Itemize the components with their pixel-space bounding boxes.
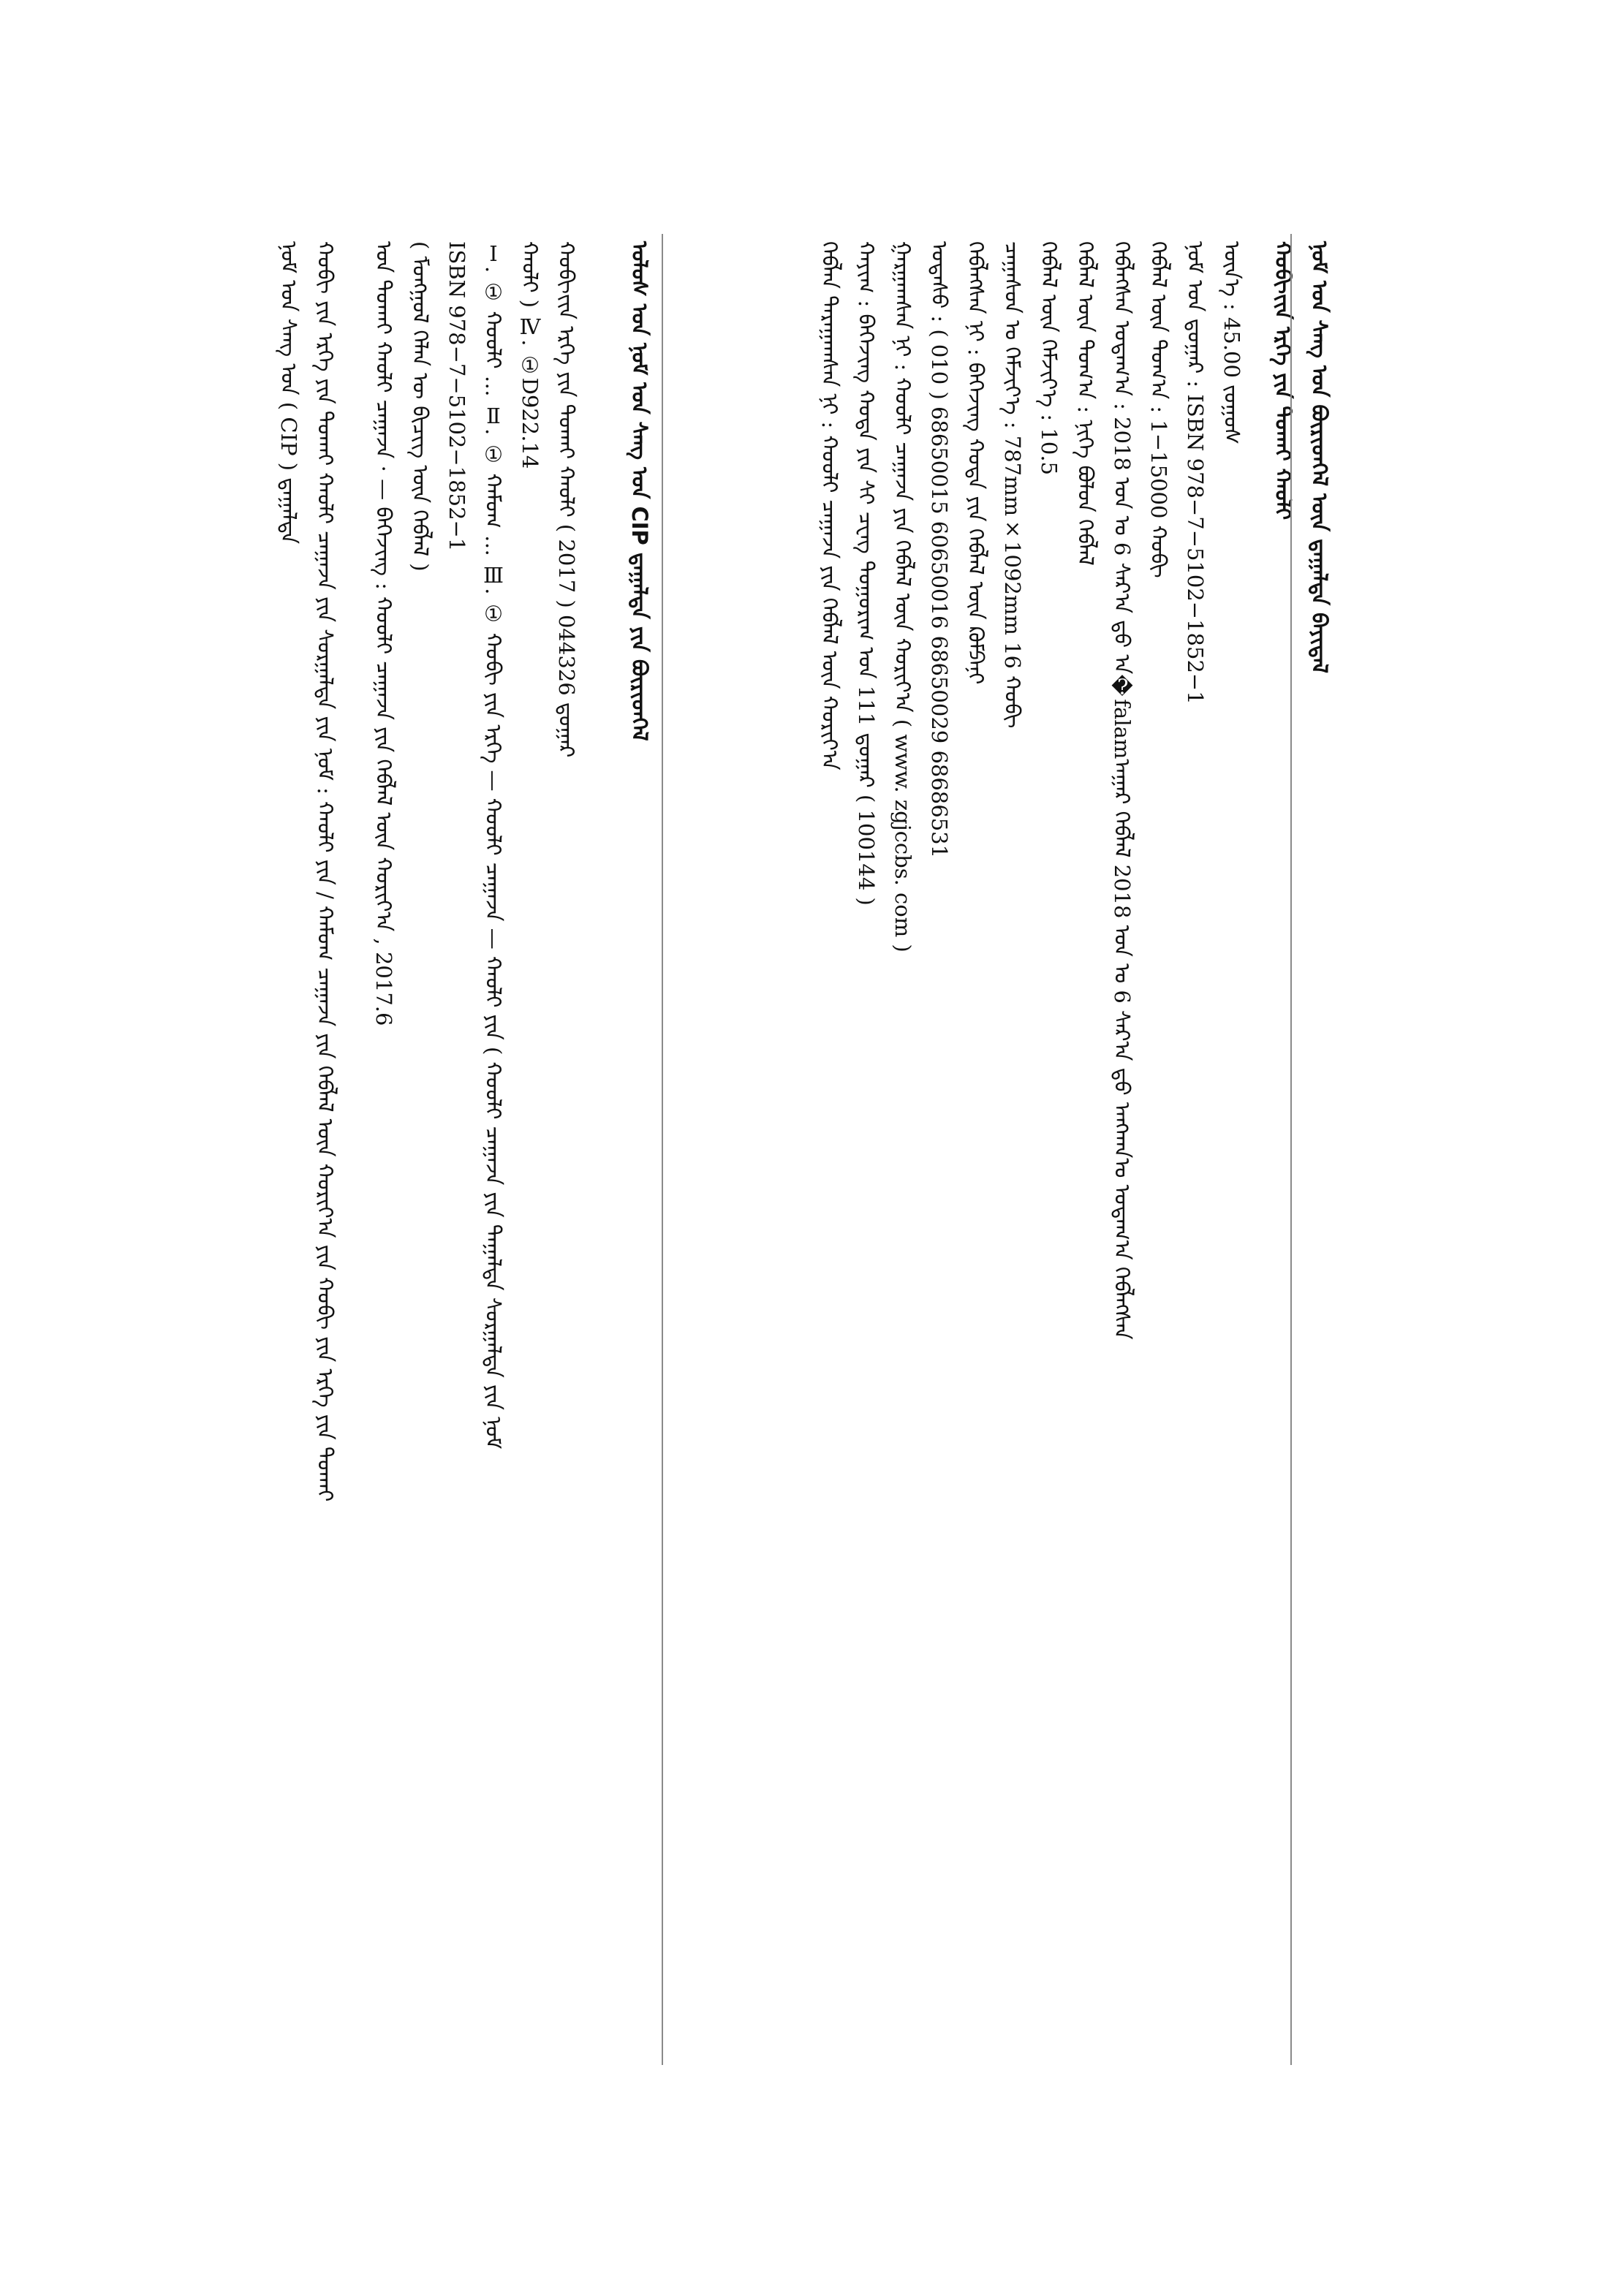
cip-heading-line: ᠤᠯᠤᠰ ᠤᠨ ᠨᠣᠮ ᠤᠨ ᠰᠠᠩ ᠤᠨ CIP ᠳ᠋ᠠᠭᠠᠯᠲᠠ ᠶᠢᠨ ᠪᠦᠷᠢᠳᠬᠡᠯ [627,241,652,741]
price-col [1214,241,1250,444]
phone-line: ᠤᠲᠠᠰᠤ : ( 010 ) 68650015 60650016 68650029 68686531 [927,241,952,859]
language-note-col [402,241,439,572]
printer-line: ᠬᠡᠪᠯᠡᠭᠰᠡᠨ ᠨᠢ : ᠪᠡᠭᠡᠵᠢᠩ ᠬᠣᠲᠠ ᠶᠢᠨ ᠬᠡᠪᠯᠡᠯ ᠦᠨ ᠺᠣᠮᠫᠠᠨᠢ [964,241,988,685]
cip-number-line: ᠬᠤᠪᠢ᠎ᠶ᠋ᠢᠨ ᠡᠷᠬᠡ ᠶᠢᠨ ᠲᠤᠬᠠᠢ ᠬᠠᠤᠯᠢ ( 2017 ) 044326 ᠳ᠋ᠤᠭᠠᠷ [554,241,579,758]
subject-line: Ⅰ. ① ᠬᠤᠤᠯᠢ … Ⅱ. ① ᠬᠠᠮᠤᠭ … Ⅲ. ① ᠬᠤᠪᠢ ᠶᠢᠨ ᠡᠷᠬᠡ — ᠬᠤᠤᠯᠢ ᠴᠠᠭᠠᠵᠠ — ᠬᠠᠤᠯᠢ ᠶᠢᠨ ( ᠬᠤᠤᠯᠢ ᠴᠠᠭᠠᠵᠠ ᠶᠢᠨ ᠳᠠᠭᠠᠯᠲᠠ ᠰᠤᠷᠭᠠᠯᠲᠠ ᠶᠢᠨ ᠨᠣᠮ [481,241,506,1450]
price-line: ᠦᠨ᠎ᠡ : 45.00 ᠵᠣᠭᠣᠰ [1219,241,1244,444]
title-col-1 [1301,241,1338,673]
edition-count-col [1067,241,1104,566]
sheets-col [1031,241,1067,475]
series-line: ᠬᠤᠪᠢ ᠶᠢᠨ ᠡᠷᠬᠡ ᠶᠢᠨ ᠲᠤᠬᠠᠢ ᠬᠠᠤᠯᠢ ᠴᠠᠭᠠᠵᠠ ᠶᠢᠨ ᠰᠤᠷᠭᠠᠯᠲᠠ ᠶᠢᠨ ᠨᠣᠮ : ᠬᠠᠤᠯᠢ ᠶᠢᠨ / ᠬᠠᠮᠤᠭ ᠴᠠᠭᠠᠵᠠ ᠶᠢᠨ ᠬᠡᠪᠯᠡᠯ ᠦᠨ ᠬᠣᠷᠢᠶ᠎ᠠ ᠶᠢᠨ ᠬᠤᠪᠢ ᠶᠢᠨ ᠡᠷᠬᠡ ᠶᠢᠨ ᠲᠤᠬᠠᠢ [313,241,338,1502]
address-col [848,241,885,906]
address-line: ᠬᠠᠶᠢᠭ : ᠪᠡᠭᠡᠵᠢᠩ ᠬᠣᠲᠠ ᠶᠢᠨ ᠰᠢ ᠴᠧᠩ ᠲᠣᠭᠣᠷᠢᠭ ᠤᠨ 111 ᠳ᠋ᠤᠭᠠᠷ ( 100144 ) [854,241,879,906]
publisher-line: ᠭᠠᠷᠭᠠᠭᠰᠠᠨ ᠨᠢ : ᠬᠤᠤᠯᠢ ᠴᠠᠭᠠᠵᠠ ᠶᠢᠨ ᠬᠡᠪᠯᠡᠯ ᠦᠨ ᠬᠣᠷᠢᠶ᠎ᠠ ( www. zgjccbs. com ) [890,241,915,952]
imprint-line: ᠤᠨ ᠲᠤᠬᠠᠢ ᠬᠠᠤᠯᠢ ᠴᠠᠭᠠᠵᠠ · — ᠪᠡᠭᠡᠵᠢᠩ : ᠬᠤᠤᠯᠢ ᠴᠠᠭᠠᠵᠠ ᠶᠢᠨ ᠬᠡᠪᠯᠡᠯ ᠦᠨ ᠬᠣᠷᠢᠶ᠎ᠠ , 2017.6 [371,241,396,1026]
distributor-line: ᠬᠡᠪᠯᠡᠨ ᠲᠠᠷᠠᠭᠠᠭᠰᠠᠨ ᠨᠢ : ᠬᠤᠤᠯᠢ ᠴᠠᠭᠠᠵᠠ ᠶᠢᠨ ᠬᠡᠪᠯᠡᠯ ᠦᠨ ᠬᠣᠷᠢᠶ᠎ᠠ [817,241,842,770]
series-col [307,241,344,1501]
subject-col [475,241,512,1449]
cip-number-col [548,241,585,757]
distributor-col [812,241,848,770]
edition-count-line: ᠬᠡᠪᠯᠡᠯ ᠦᠨ ᠲᠣᠭ᠎ᠠ : ᠨᠢᠭᠡ ᠪᠣᠯᠤᠨ ᠬᠡᠪᠯᠡᠯ [1073,241,1098,566]
imprint-col [366,241,402,1026]
classification-line: ᠬᠠᠤᠯᠢ ) Ⅳ. ①D922.14 [518,241,542,469]
isbn-col [1177,241,1214,705]
cip-isbn-col [439,241,475,551]
middle-divider-rule [662,234,663,2065]
phone-col [921,241,958,858]
cip-isbn-line: ISBN 978−7−5102−1852−1 [444,241,469,552]
title-col-2 [1265,241,1301,520]
cip-data-col [270,241,307,544]
isbn-line: ᠨᠣᠮ ᠤᠨ ᠳ᠋ᠤᠭᠠᠷ : ISBN 978−7−5102−1852−1 [1183,241,1208,705]
edition-col [1104,241,1140,1340]
cip-heading-col [621,241,658,741]
classification-col [512,241,548,469]
sheets-line: ᠬᠡᠪᠯᠡᠯ ᠦᠨ ᠬᠡᠮᠵᠢᠶ᠎ᠡ : 10.5 [1037,241,1062,475]
edition-line: ᠬᠡᠪᠯᠡᠭᠰᠡᠨ ᠤᠳᠠᠭ᠎ᠠ : 2018 ᠣᠨ ᠤ 6 ᠰᠠᠷ᠎ᠠ ᠳ᠋ᠤ ᠠ�falamᠠᠭᠠᠷ ᠬᠡᠪᠯᠡᠯ 2018 ᠣᠨ ᠤ 6 ᠰᠠᠷ᠎ᠠ ᠳ᠋ᠤ ᠠᠩᠬᠠᠨ᠎ᠤ ᠤᠳᠠᠭ᠎ᠠ ᠬᠡᠪᠯᠡᠭᠰᠡᠨ [1110,241,1135,1340]
print-run-line: ᠬᠡᠪᠯᠡᠯ ᠦᠨ ᠲᠣᠭ᠎ᠠ : 1−15000 ᠬᠤᠪᠢ [1146,241,1171,578]
publisher-col [885,241,921,952]
printer-col [958,241,994,684]
language-note-line: ( ᠮᠣᠩᠭᠣᠯ ᠬᠡᠯᠡᠨ ᠦ ᠪᠢᠴᠢᠭ ᠦᠨ ᠬᠡᠪᠯᠡᠯ ) [408,241,433,572]
format-col [994,241,1031,728]
colophon-title-line-1: ᠨᠣᠮ ᠤᠨ ᠰᠠᠩ ᠤᠨ ᠪᠦᠷᠢᠳᠬᠡᠯ ᠦᠨ ᠳ᠋ᠠᠭᠠᠯᠲᠠ ᠪᠠᠶᠢᠳᠠᠯ [1307,241,1332,674]
colophon-title-line-2: ᠬᠤᠪᠢ᠎ᠶ᠋ᠢᠨ ᠡᠷᠬᠡ ᠶᠢᠨ ᠲᠤᠬᠠᠢ ᠬᠠᠤᠯᠢ [1271,241,1295,520]
format-line: ᠴᠠᠭᠠᠰᠤᠨ ᠤ ᠬᠡᠮᠵᠢᠶ᠎ᠡ : 787mm×1092mm 16 ᠬᠤᠪᠢ [1000,241,1025,729]
print-run-col [1140,241,1177,578]
cip-data-line: ᠨᠣᠮ ᠤᠨ ᠰᠠᠩ ᠤᠨ ( CIP ) ᠳ᠋ᠠᠭᠠᠯᠲᠠ [276,241,301,545]
top-divider-rule [1290,234,1292,2065]
